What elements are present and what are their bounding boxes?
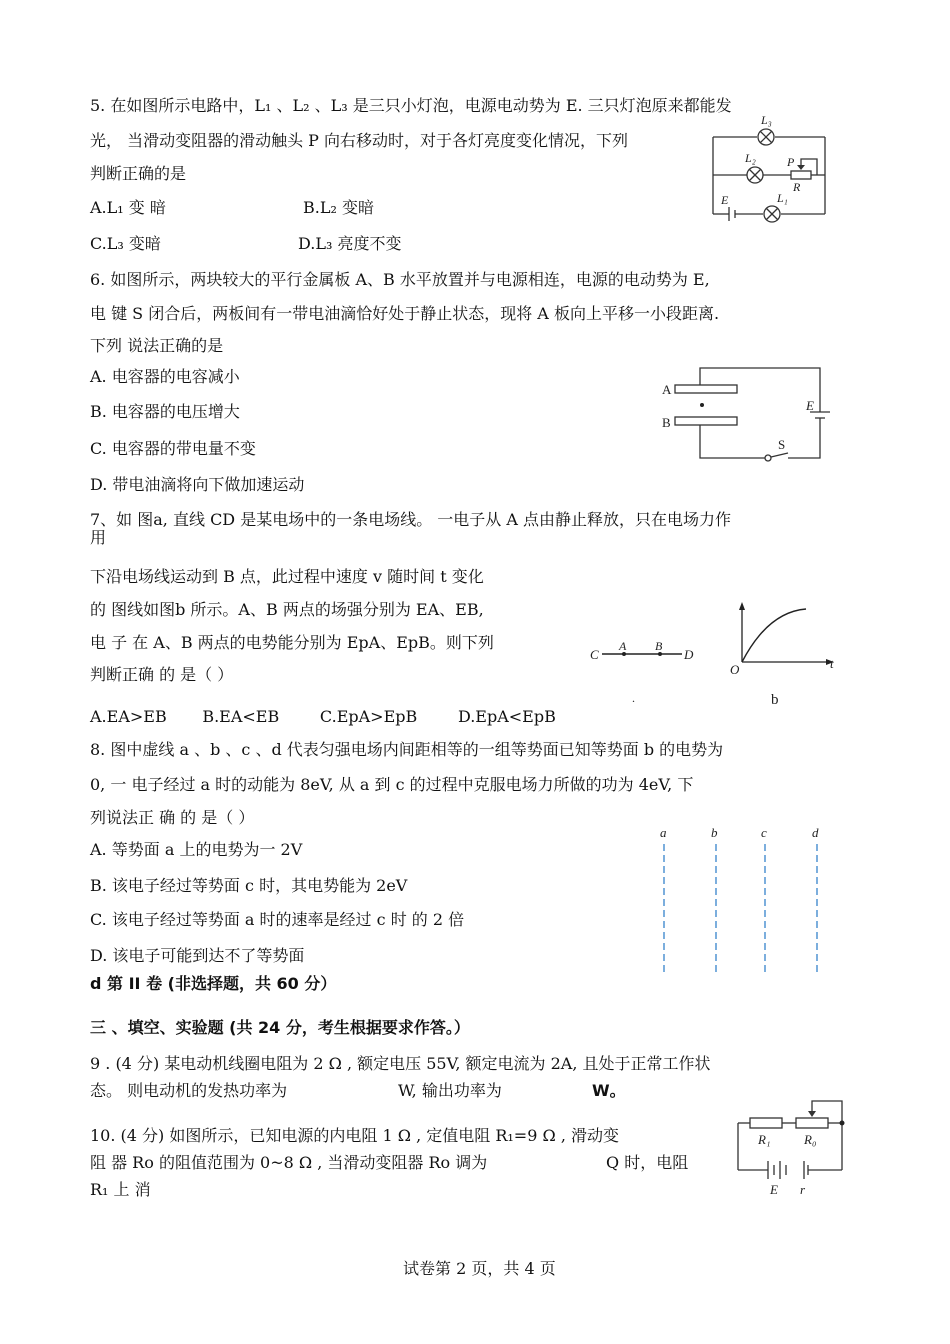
- q6-fig-s-label: S: [778, 437, 786, 452]
- q8-option-c: C. 该电子经过等势面 a 时的速率是经过 c 时 的 2 倍: [90, 910, 465, 929]
- q8-fig-a-label: a: [660, 825, 667, 840]
- q7-stem-line2: 下沿电场线运动到 B 点，此过程中速度 v 随时间 t 变化: [90, 567, 484, 586]
- q6-stem-line1: 6. 如图所示，两块较大的平行金属板 A、B 水平放置并与电源相连，电源的电动势为 E,: [90, 270, 710, 289]
- q5-option-c: C.L₃ 变暗: [90, 234, 161, 253]
- q7-stem-line1: 7、如 图a, 直线 CD 是某电场中的一条电场线。 一电子从 A 点由静止释放，只在电场力作: [90, 510, 732, 529]
- q10-line2: 阻 器 Ro 的阻值范围为 0~8 Ω , 当滑动变阻器 Ro 调为: [90, 1153, 488, 1172]
- q5-option-d: D.L₃ 亮度不变: [298, 234, 402, 253]
- q5-circuit-figure: [705, 110, 830, 225]
- q7-fig-t-label: t: [830, 656, 834, 671]
- page-footer: 试卷第 2 页，共 4 页: [403, 1259, 556, 1278]
- q5-stem-line1: 5. 在如图所示电路中，L₁ 、L₂ 、L₃ 是三只小灯泡，电源电动势为 E. 三只灯泡原来都能发: [90, 96, 732, 115]
- section-2-heading: d 第 II 卷 (非选择题，共 60 分）: [90, 974, 337, 993]
- q7-fig-b-caption: b: [771, 692, 779, 708]
- q8-fig-d-label: d: [812, 825, 819, 840]
- q7-options: A.EA>EB B.EA<EB C.EpA>EpB D.EpA<EpB: [90, 707, 556, 726]
- q9-line2-end: W。: [592, 1081, 626, 1100]
- q6-fig-a-label: A: [662, 382, 672, 397]
- q5-fig-e-label: E: [721, 193, 729, 207]
- q7-fig-d-label: D: [684, 647, 694, 662]
- q7-figure-a-field-line: [588, 638, 698, 708]
- q7-fig-c-label: C: [590, 647, 599, 662]
- q6-option-a: A. 电容器的电容减小: [90, 367, 240, 386]
- q7-stem-line5: 判断正确 的 是（ ）: [90, 665, 234, 684]
- q6-capacitor-circuit-figure: [660, 360, 830, 465]
- q6-option-d: D. 带电油滴将向下做加速运动: [90, 475, 305, 494]
- q8-fig-c-label: c: [761, 825, 767, 840]
- q10-line2-end: Q 时，电阻: [606, 1153, 689, 1172]
- q10-line1: 10. (4 分) 如图所示，已知电源的内电阻 1 Ω , 定值电阻 R₁=9 Ω , 滑动变: [90, 1126, 619, 1145]
- q8-fig-b-label: b: [711, 825, 718, 840]
- q5-fig-r-label: R: [793, 180, 801, 194]
- q10-fig-r1-label: R₁: [758, 1132, 771, 1147]
- q10-fig-r0-label: R₀: [804, 1132, 817, 1147]
- q9-line1: 9 . (4 分) 某电动机线圈电阻为 2 Ω , 额定电压 55V, 额定电流为 2A, 且处于正常工作状: [90, 1054, 711, 1073]
- q7-stem-line1-wrap: 用: [90, 528, 107, 547]
- q7-stem-line4: 电 子 在 A、B 两点的电势能分别为 EpA、EpB。则下列: [90, 633, 494, 652]
- q5-option-a: A.L₁ 变 暗: [90, 198, 166, 217]
- q10-line3: R₁ 上 消: [90, 1180, 151, 1199]
- q6-fig-b-label: B: [662, 415, 671, 430]
- q7-fig-a-caption: .: [632, 691, 635, 705]
- q8-stem-line2: 0, 一 电子经过 a 时的动能为 8eV, 从 a 到 c 的过程中克服电场力所做的功为 4eV, 下: [90, 775, 694, 794]
- q6-option-b: B. 电容器的电压增大: [90, 402, 240, 421]
- q9-line2-middle: W, 输出功率为: [398, 1081, 502, 1100]
- q8-option-b: B. 该电子经过等势面 c 时，其电势能为 2eV: [90, 876, 408, 895]
- q6-option-c: C. 电容器的带电量不变: [90, 439, 256, 458]
- q5-stem-line3: 判断正确的是: [90, 164, 187, 183]
- q6-stem-line3: 下列 说法正确的是: [90, 336, 224, 355]
- q8-equipotential-figure: [655, 822, 830, 977]
- q5-fig-p-label: P: [787, 155, 795, 169]
- q5-fig-l3-label: L₃: [761, 113, 772, 127]
- q5-option-b: B.L₂ 变暗: [303, 198, 374, 217]
- q6-fig-e-label: E: [806, 398, 814, 413]
- q7-stem-line3: 的 图线如图b 所示。A、B 两点的场强分别为 EA、EB,: [90, 600, 484, 619]
- q7-figure-b-vt-graph: [728, 600, 843, 710]
- q8-stem-line1: 8. 图中虚线 a 、b 、c 、d 代表匀强电场内间距相等的一组等势面已知等势面 b 的电势为: [90, 740, 724, 759]
- q7-fig-o-label: O: [730, 662, 740, 677]
- q5-stem-line2: 光， 当滑动变阻器的滑动触头 P 向右移动时，对于各灯亮度变化情况，下列: [90, 131, 629, 150]
- q9-line2: 态。 则电动机的发热功率为: [90, 1081, 288, 1100]
- q5-fig-l1-label: L₁: [777, 191, 788, 205]
- q6-stem-line2: 电 键 S 闭合后，两板间有一带电油滴恰好处于静止状态，现将 A 板向上平移一小段距离.: [90, 304, 720, 323]
- q7-fig-b-label: B: [655, 639, 663, 653]
- q10-fig-e-label: E: [770, 1182, 778, 1197]
- q7-fig-a-label: A: [619, 639, 627, 653]
- q10-circuit-figure: [730, 1093, 850, 1198]
- q8-option-d: D. 该电子可能到达不了等势面: [90, 946, 305, 965]
- q10-fig-r-label: r: [800, 1182, 806, 1197]
- q5-fig-l2-label: L₂: [745, 151, 756, 165]
- section-3-heading: 三 、填空、实验题 (共 24 分，考生根据要求作答。）: [90, 1018, 470, 1037]
- q8-option-a: A. 等势面 a 上的电势为一 2V: [90, 840, 303, 859]
- q8-stem-line3: 列说法正 确 的 是（ ）: [90, 808, 255, 827]
